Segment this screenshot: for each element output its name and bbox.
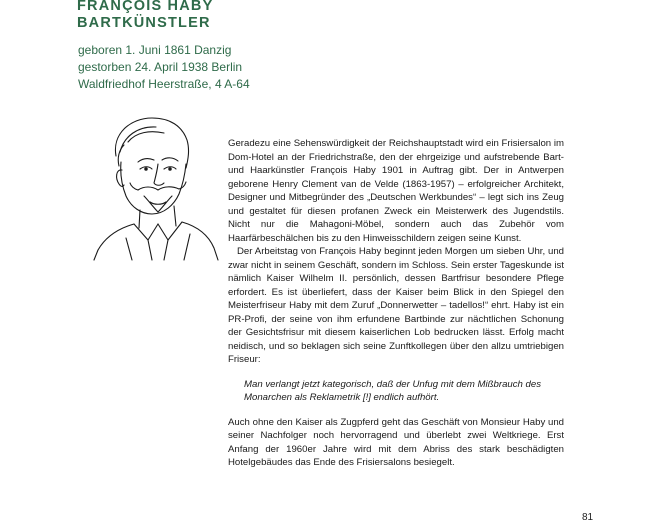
death-info: gestorben 24. April 1938 Berlin <box>78 60 243 75</box>
title-profession: BARTKÜNSTLER <box>77 15 211 31</box>
paragraph-1: Geradezu eine Sehenswürdigkeit der Reichshauptstadt wird ein Frisiersalon im Dom-Hotel an der Friedrichstraße, den der ehrgeizige und aufstrebende Bart- und Haarkünstler François Haby 1901 in Auftrag gibt. Der in Antwerpen geborene Henry Clement van de Velde (1863-1957) – erfolgreicher Architekt, Designer und Mitbegründer des „Deutschen Werkbundes“ – legt sich ins Zeug und gestaltet für diesen profanen Zweck ein Meisterwerk des Jugendstils. Nicht nur die Mahagoni-Möbel, sondern auch das Zubehör vom Haarfärbeschälchen bis zu den Hinweisschildern zeigen seine Kunst. <box>228 138 564 244</box>
paragraph-2: Der Arbeitstag von François Haby beginnt jeden Morgen um sieben Uhr, und zwar nicht in seinem Geschäft, sondern im Schloss. Sein erster Tageskunde ist nämlich Kaiser Wilhelm II. persönlich, dessen Bartfrisur besondere Pflege erfordert. Es ist überliefert, dass der Kaiser beim Blick in den Spiegel den Meisterfriseur Haby mit dem Zuruf „Donnerwetter – tadellos!“ ehrt. Haby ist ein PR-Profi, der seine von ihm erfundene Bartbinde zur nächtlichen Schonung der Gesichtsfrisur mit diesem kaiserlichen Lob bedrucken lässt. Erfolg macht neidisch, und so beklagen sich seine Zunftkollegen über den allzu umtriebigen Friseur: <box>228 246 564 365</box>
grave-location: Waldfriedhof Heerstraße, 4 A-64 <box>78 77 250 92</box>
title-name: FRANÇOIS HABY <box>77 0 214 14</box>
page-title <box>77 0 213 32</box>
biographical-info <box>78 42 250 94</box>
article-body <box>228 137 564 470</box>
birth-info: geboren 1. Juni 1861 Danzig <box>78 43 232 57</box>
page-number: 81 <box>582 512 594 523</box>
quote: Man verlangt jetzt kategorisch, daß der Unfug mit dem Mißbrauch des Monarchen als Reklametrik [!] endlich aufhört. <box>244 378 542 403</box>
portrait-illustration <box>86 112 224 262</box>
paragraph-3: Auch ohne den Kaiser als Zugpferd geht das Geschäft von Monsieur Haby und seiner Nachfolger noch hervorragend und überlebt zwei Weltkriege. Erst Anfang der 1960er Jahre wird mit dem Abriss des stark beschädigten Hotelgebäudes das Ende des Frisiersalons besiegelt. <box>228 416 564 468</box>
